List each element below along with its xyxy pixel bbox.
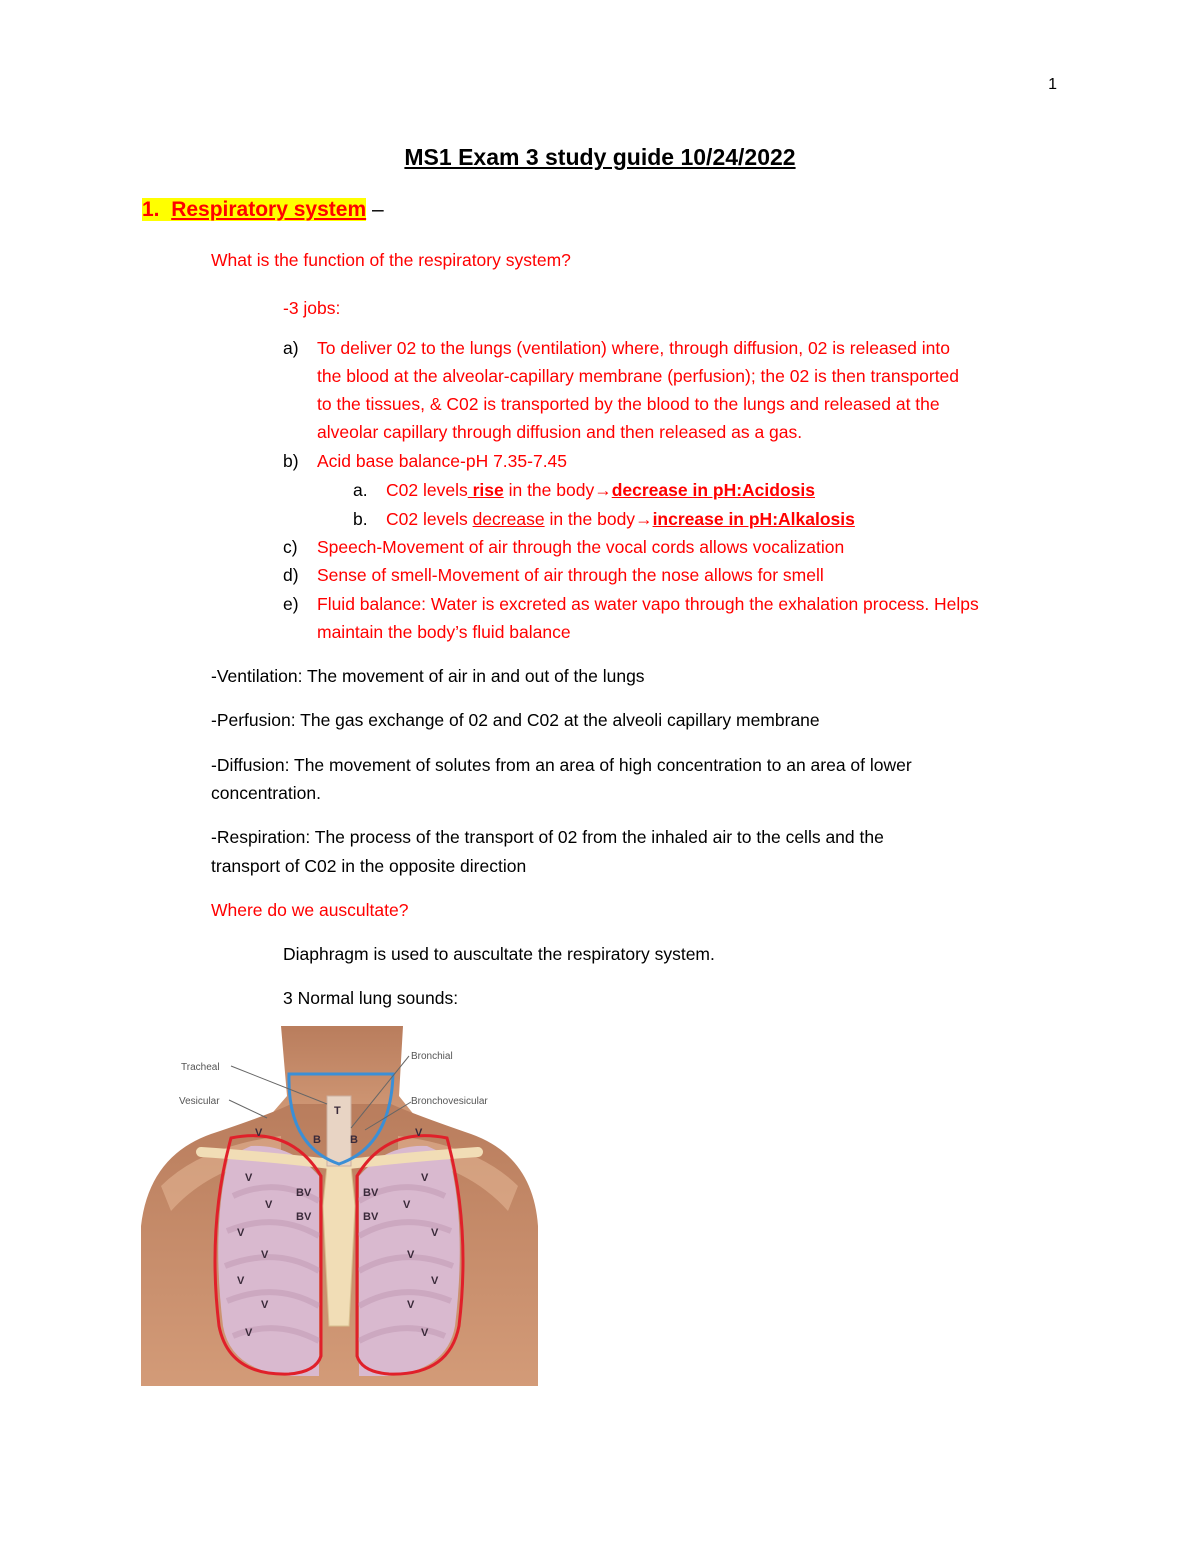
list-item-a-line-2: the blood at the alveolar-capillary membrane (perfusion); the 02 is then transported [317,366,960,386]
sub-item-a-mid: in the body [503,480,595,500]
definition-diffusion-line-1: -Diffusion: The movement of solutes from an area of high concentration to an area of lower [211,755,912,775]
section-heading-highlight [142,198,366,221]
list-item-a-line-1: To deliver 02 to the lungs (ventilation) where, through diffusion, 02 is released into [317,338,950,358]
marker-v-l5: V [431,1275,439,1287]
sub-item-a-key: rise [467,480,504,500]
marker-tracheal: T [334,1105,341,1117]
arrow-icon: → [635,509,653,529]
definition-ventilation: -Ventilation: The movement of air in and out of the lungs [211,666,645,686]
list-item-a-label: a) [283,338,299,358]
definition-perfusion: -Perfusion: The gas exchange of 02 and C02 at the alveoli capillary membrane [211,710,820,730]
list-item-c-label: c) [283,537,298,557]
sub-item-b-pre: C02 levels [386,509,473,529]
vesicular-label: Vesicular [179,1096,220,1107]
marker-v-l3: V [431,1227,439,1239]
jobs-label: -3 jobs: [283,298,341,318]
marker-v-l2: V [403,1199,411,1211]
chest-illustration [141,1026,538,1386]
sub-item-a-pre: C02 levels [386,480,468,500]
list-item-a-line-4: alveolar capillary through diffusion and then released as a gas. [317,422,803,442]
sub-item-a-text [386,476,815,504]
section-dash: – [371,198,384,221]
list-item-b-label: b) [283,451,299,471]
marker-v-r2: V [265,1199,273,1211]
marker-v-l1: V [421,1172,429,1184]
list-item-e-line-1: Fluid balance: Water is excreted as water vapo through the exhalation process. Helps [317,594,979,614]
marker-bv-r2: BV [296,1211,312,1223]
marker-v-r1: V [245,1172,253,1184]
list-item-d-text: Sense of smell-Movement of air through the nose allows for smell [317,565,824,585]
sub-item-b-label: b. [353,509,368,529]
marker-v-l7: V [421,1327,429,1339]
arrow-icon: → [594,480,612,500]
sub-item-a-result: decrease in pH:Acidosis [611,480,815,500]
sub-item-b-text [386,505,855,533]
list-item-a-line-3: to the tissues, & C02 is transported by the blood to the lungs and released at the [317,394,940,414]
sub-item-b-key: decrease [472,509,545,529]
lung-sounds-figure [141,1026,538,1386]
marker-v-l4: V [407,1249,415,1261]
marker-bv-l1: BV [363,1187,379,1199]
bronchovesicular-label: Bronchovesicular [411,1096,488,1107]
marker-bronchial-left: B [350,1134,358,1146]
section-name: Respiratory system [171,198,367,221]
marker-v-l6: V [407,1299,415,1311]
definition-respiration-line-2: transport of C02 in the opposite direction [211,856,527,876]
list-item-c-text: Speech-Movement of air through the vocal cords allows vocalization [317,537,845,557]
normal-lung-sounds-label: 3 Normal lung sounds: [283,988,459,1008]
section-number: 1. [142,198,160,221]
marker-v-r5: V [237,1275,245,1287]
question-function: What is the function of the respiratory system? [211,250,571,270]
page-title: MS1 Exam 3 study guide 10/24/2022 [404,144,796,170]
list-item-e-label: e) [283,594,299,614]
definition-diffusion-line-2: concentration. [211,783,321,803]
marker-v-l-top: V [415,1127,423,1139]
diaphragm-text: Diaphragm is used to auscultate the respiratory system. [283,944,715,964]
marker-v-r4: V [261,1249,269,1261]
tracheal-label: Tracheal [181,1062,220,1073]
definition-respiration-line-1: -Respiration: The process of the transport of 02 from the inhaled air to the cells and the [211,827,884,847]
sub-item-a-label: a. [353,480,368,500]
question-auscultate: Where do we auscultate? [211,900,409,920]
sub-item-b-mid: in the body [544,509,636,529]
marker-v-r6: V [261,1299,269,1311]
page-number: 1 [1048,76,1057,93]
bronchial-label: Bronchial [411,1051,453,1062]
list-item-e-line-2: maintain the body’s fluid balance [317,622,571,642]
marker-bv-r1: BV [296,1187,312,1199]
section-heading [142,198,384,222]
sub-item-b-result: increase in pH:Alkalosis [652,509,855,529]
marker-v-r7: V [245,1327,253,1339]
marker-v-r-top: V [255,1127,263,1139]
list-item-b-text: Acid base balance-pH 7.35-7.45 [317,451,568,471]
marker-v-r3: V [237,1227,245,1239]
marker-bronchial-right: B [313,1134,321,1146]
list-item-d-label: d) [283,565,299,585]
marker-bv-l2: BV [363,1211,379,1223]
